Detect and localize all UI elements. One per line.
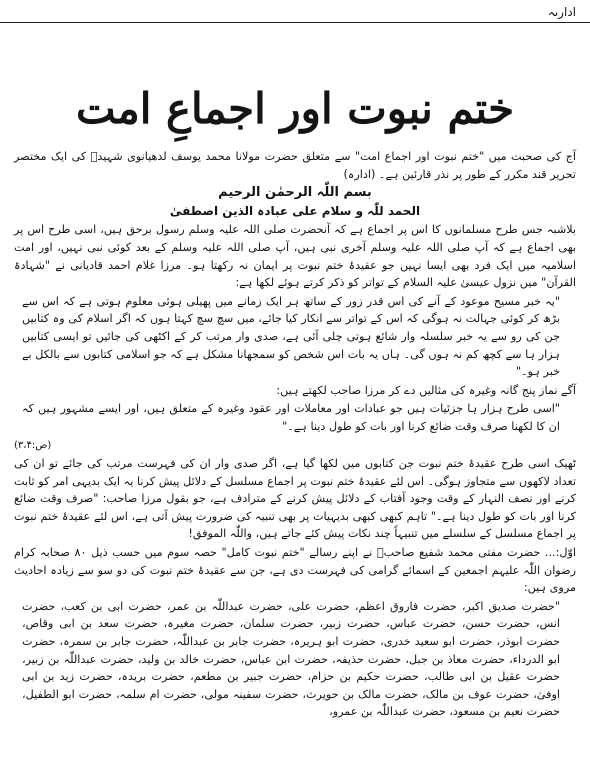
quote-shahadat-ul-quran: "یہ خبر مسیح موعود کے آنے کی اس قدر زور کے ساتھ ہر ایک زمانے میں پھیلی ہوئی معلوم ہوتی ہے کہ اس سے بڑھ کر کوئی جہالت نہ ہوگی کہ اس کے تواتر سے انکار کیا جائے، میں سچ سچ کہتا ہوں کہ اگر اسلام کی وہ کتابیں جن کی رو سے یہ خبر سلسلہ وار شائع ہوتی چلی آئی ہے، صدی وار مرتب کر کے اکٹھی کی جائیں تو ایسی کتابیں ہزار ہا سے کچھ کم نہ ہوں گی۔ ہاں یہ بات اس شخص کو سمجھانا مشکل ہے کہ جو اسلامی کتابوں سے بالکل بے خبر ہو۔" (22, 294, 560, 379)
paragraph-first-point: اوّل:... حضرت مفتی محمد شفیع صاحبؒ نے اپنے رسالے "ختم نبوت کامل" حصہ سوم میں حسب ذیل ۸۰ صحابہ کرام رضوان اللّٰہ علیہم اجمعین کے اسمائے گرامی کی فہرست دی ہے، جن سے عقیدۂ ختم نبوت کی دو سو سے زیادہ احادیث مروی ہیں: (14, 546, 576, 595)
section-label: ادارىہ (547, 5, 576, 19)
paragraph-namaz-example: آگے نماز پنج گانہ وغیرہ کی مثالیں دے کر مرزا صاحب لکھتے ہیں: (276, 383, 576, 397)
article-title: ختم نبوت اور اجماعِ امت (75, 84, 515, 133)
intro-paragraph: آج کی صحبت میں "ختم نبوت اور اجماع امت" سے متعلق حضرت مولانا محمد یوسف لدھیانوی شہیدؒ کی ایک مختصر تحریر قند مکرر کے طور پر نذر قارئین ہے۔ (ادارہ) (14, 150, 576, 181)
quote-reference: (ص:۳،۴) (14, 439, 52, 451)
paragraph-ijma: بلاشبہ جس طرح مسلمانوں کا اس پر اجماع ہے کہ آنحضرت صلی اللہ علیہ وسلم رسول برحق ہیں، اسی طرح اس پر بھی اجماع ہے کہ آپ صلی اللہ علیہ وسلم آخری نبی ہیں، آپ صلی اللہ علیہ وسلم کے بعد کوئی نبی نہیں، اور امت اسلامیہ میں ایک فرد بھی ایسا نہیں جو عقیدۂ ختم نبوت پر ایمان نہ رکھتا ہو۔ مرزا غلام احمد قادیانی نے "شہادۃ القرآن" میں نزول عیسیٰ علیہ السلام کے تواتر کو ذکر کرتے ہوئے لکھا ہے: (14, 223, 576, 290)
header-divider (0, 22, 590, 23)
article-body (14, 148, 576, 722)
quote-sahaba-list: "حضرت صدیق اکبر، حضرت فاروق اعظم، حضرت علی، حضرت عبداللّٰہ بن عمر، حضرت ابی بن کعب، حضرت انس، حضرت حسن، حضرت عباس، حضرت زبیر، حضرت سلمان، حضرت مغیرہ، حضرت سعد بن ابی وقاص، حضرت ابوذر، حضرت ابو سعید خدری، حضرت ابو ہریرہ، حضرت جابر بن عبداللّٰہ، حضرت جابر بن سمرہ، حضرت ابو الدرداء، حضرت معاذ بن جبل، حضرت حذیفہ، حضرت ابن عباس، حضرت خالد بن ولید، حضرت عبداللّٰہ بن زبیر، حضرت عقیل بن ابی طالب، حضرت حکیم بن حزام، حضرت جبیر بن مطعم، حضرت بریدہ، حضرت زید بن ابی اوفیٰ، حضرت عوف بن مالک، حضرت مالک بن حویرث، حضرت سفینہ مولی، حضرت ام سلمہ، حضرت ابو الطفیل، حضرت نعیم بن مسعود، حضرت عبداللّٰہ بن عمرو، (22, 599, 560, 719)
quote-juziyat: "اسی طرح ہزار ہا جزئیات ہیں جو عبادات اور معاملات اور عقود وغیرہ کے متعلق ہیں، اور ایسے مشہور ہیں کہ ان کا لکھنا صرف وقت ضائع کرنا اور بات کو طول دینا ہے۔" (22, 402, 560, 433)
bismillah-line: بسم اللّٰہ الرحمٰن الرحیم (218, 185, 372, 201)
paragraph-khatm-nubuwwat: ٹھیک اسی طرح عقیدۂ ختم نبوت جن کتابوں میں لکھا گیا ہے، اگر صدی وار ان کی فہرست مرتب کی جائے تو ان کی تعداد لاکھوں سے متجاوز ہوگی۔ اس لئے عقیدۂ ختم نبوت پر اجماع مسلسل کے دلائل پیش کرنا یہ ایک بدیہی امر کو ثابت کرنے اور نصف النہار کے وقت وجود آفتاب کے دلائل پیش کرنے کے مترادف ہے، جو بقول مرزا صاحب: "صرف وقت ضائع کرنا اور بات کو طول دینا ہے۔" تاہم کبھی کبھی بدیہیات پر بھی تنبیہ کی ضرورت پیش آتی ہے، اس لئے عقیدۂ ختم نبوت پر اجماع مسلسل کے سلسلے میں تنبیہاً چند نکات پیش کئے جاتے ہیں، واللّٰہ الموفق! (14, 457, 576, 541)
hamd-line: الحمد للّٰہ و سلام علی عبادہ الذین اصطفیٰ (169, 203, 421, 218)
